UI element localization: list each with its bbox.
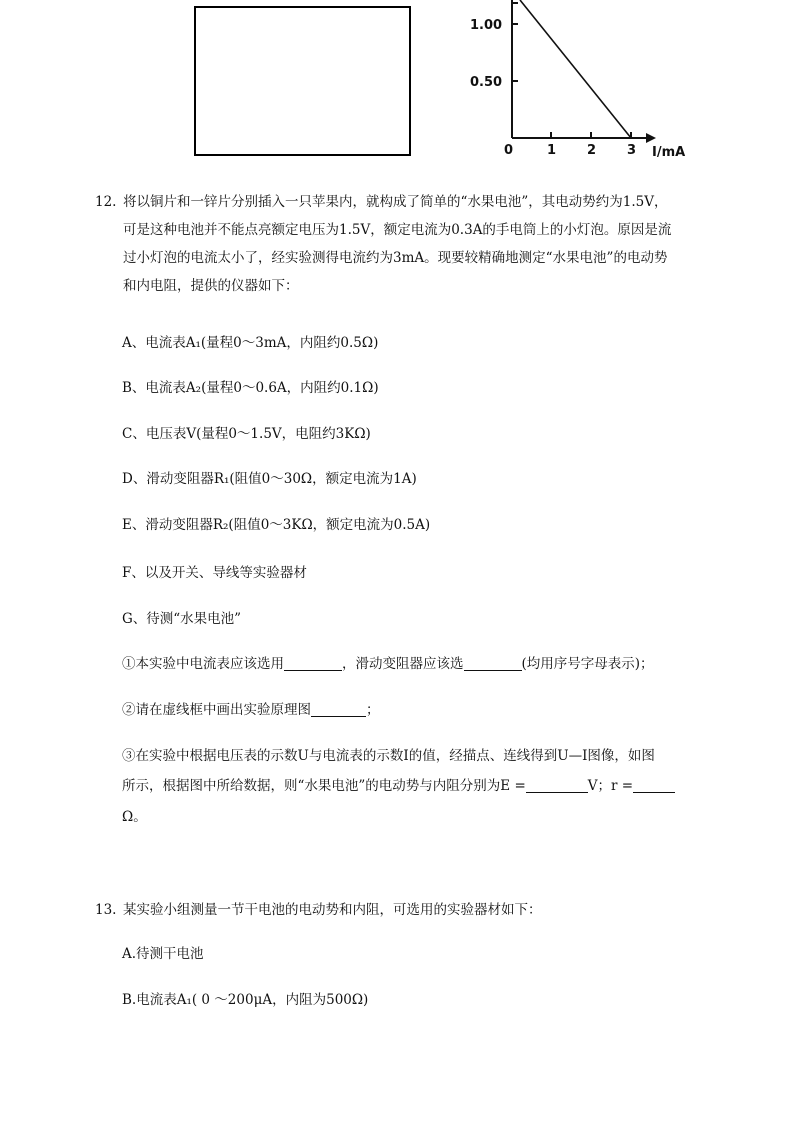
sub1-text-b: ，滑动变阻器应该选 bbox=[342, 656, 464, 672]
option-c: C、电压表V(量程0～1.5V，电阻约3KΩ) bbox=[122, 426, 371, 442]
x-axis-label: I/mA bbox=[652, 145, 686, 160]
stem-line-3: 过小灯泡的电流太小了，经实验测得电流约为3mA。现要较精确地测定“水果电池”的电动势 bbox=[123, 250, 668, 266]
answer-blank-resistance[interactable] bbox=[633, 777, 675, 793]
stem-line-4: 和内电阻，提供的仪器如下： bbox=[123, 278, 299, 294]
sub2-text-b: ； bbox=[366, 702, 380, 718]
circuit-diagram-box bbox=[194, 6, 411, 156]
q13-stem-line: 某实验小组测量一节干电池的电动势和内阻，可选用的实验器材如下： bbox=[123, 902, 542, 918]
q13-option-a: A.待测干电池 bbox=[122, 946, 204, 962]
option-b: B、电流表A₂(量程0～0.6A，内阻约0.1Ω) bbox=[122, 380, 379, 396]
question-number: 13. bbox=[95, 902, 117, 918]
x-tick-label-3: 3 bbox=[627, 143, 637, 158]
sub-question-3-line-1: ③在实验中根据电压表的示数U与电流表的示数I的值，经描点、连线得到U—I图像，如图 bbox=[122, 748, 655, 764]
stem-line-2: 可是这种电池并不能点亮额定电压为1.5V，额定电流为0.3A的手电筒上的小灯泡。原因是流 bbox=[123, 222, 672, 238]
option-g: G、待测“水果电池” bbox=[122, 611, 242, 627]
option-e: E、滑动变阻器R₂(阻值0～3KΩ，额定电流为0.5A) bbox=[122, 517, 431, 533]
sub-question-3-line-3: Ω。 bbox=[122, 809, 147, 825]
u-i-graph bbox=[460, 0, 700, 172]
sub-question-2 bbox=[122, 698, 380, 718]
question-13-stem bbox=[95, 896, 715, 924]
u-i-line bbox=[520, 0, 631, 138]
answer-blank-circuit[interactable] bbox=[311, 701, 366, 717]
sub2-text-a: ②请在虚线框中画出实验原理图 bbox=[122, 702, 311, 718]
x-tick-label-0: 0 bbox=[504, 143, 514, 158]
answer-blank-rheostat[interactable] bbox=[464, 655, 522, 671]
y-tick-label-0.50: 0.50 bbox=[470, 75, 503, 90]
x-tick-label-2: 2 bbox=[587, 143, 597, 158]
q13-option-b: B.电流表A₁( 0 ～200μA，内阻为500Ω) bbox=[122, 992, 369, 1008]
option-f: F、以及开关、导线等实验器材 bbox=[122, 565, 307, 581]
sub3-text-b: V；r = bbox=[587, 778, 634, 794]
sub3-text-a: 所示，根据图中所给数据，则“水果电池”的电动势与内阻分别为E = bbox=[122, 778, 526, 794]
sub-question-1 bbox=[122, 652, 654, 672]
stem-line-1: 将以铜片和一锌片分别插入一只苹果内，就构成了简单的“水果电池”，其电动势约为1.5V， bbox=[123, 194, 668, 210]
y-tick-label-1.00: 1.00 bbox=[470, 18, 503, 33]
x-axis-arrow bbox=[646, 133, 656, 143]
option-d: D、滑动变阻器R₁(阻值0～30Ω，额定电流为1A) bbox=[122, 471, 417, 487]
answer-blank-emf[interactable] bbox=[526, 777, 588, 793]
sub1-text-c: (均用序号字母表示)； bbox=[521, 656, 654, 672]
question-12-stem bbox=[95, 188, 715, 300]
question-number: 12. bbox=[95, 194, 117, 210]
answer-blank-ammeter[interactable] bbox=[284, 655, 342, 671]
x-tick-label-1: 1 bbox=[547, 143, 557, 158]
sub-question-3-line-2 bbox=[122, 774, 675, 794]
option-a: A、电流表A₁(量程0～3mA，内阻约0.5Ω) bbox=[122, 335, 379, 351]
sub1-text-a: ①本实验中电流表应该选用 bbox=[122, 656, 284, 672]
